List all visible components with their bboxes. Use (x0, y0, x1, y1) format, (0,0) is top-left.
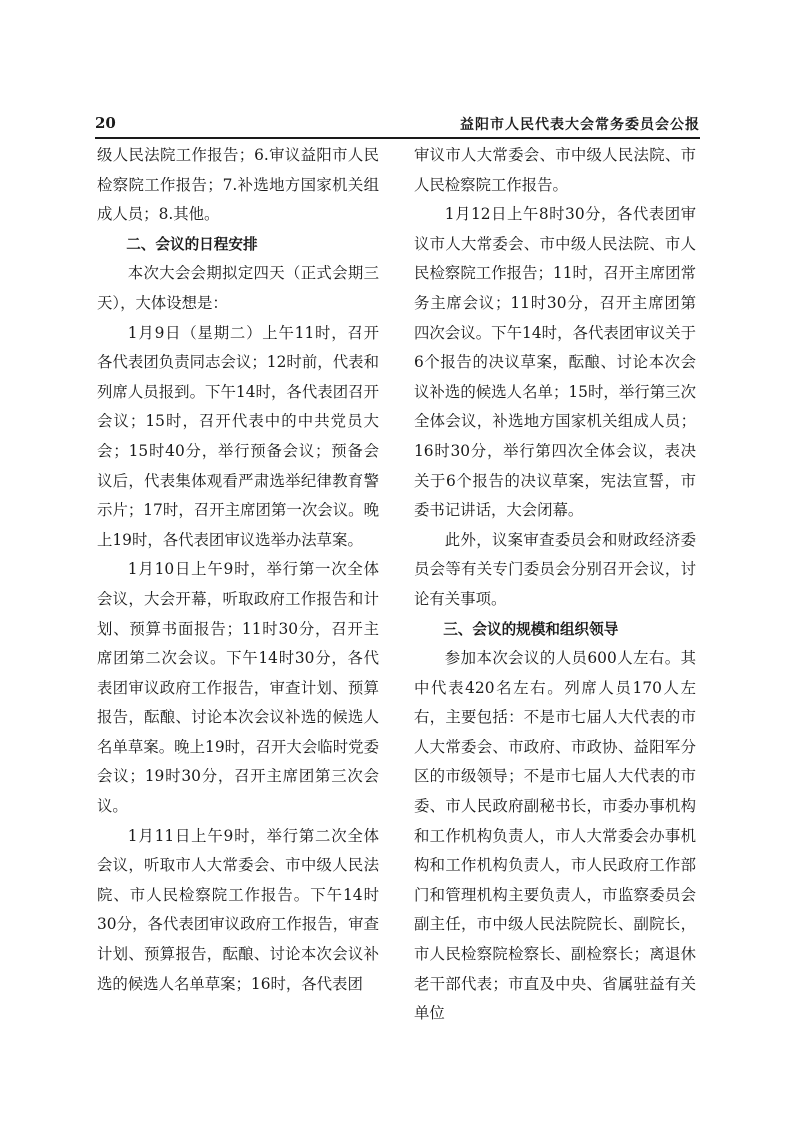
paragraph: 1月12日上午8时30分，各代表团审议市人大常委会、市中级人民法院、市人民检察院工作报告；11时，召开主席团常务主席会议；11时30分，召开主席团第四次会议。下午14时，各代表团审议关于6个报告的决议草案，酝酿、讨论本次会议补选的候选人名单；15时，举行第三次全体会议，补选地方国家机关组成人员；16时30分，举行第四次全体会议，表决关于6个报告的决议草案，宪法宣誓，市委书记讲话，大会闭幕。 (414, 205, 696, 520)
paragraph: 此外，议案审查委员会和财政经济委员会等有关专门委员会分别召开会议，讨论有关事项。 (414, 530, 696, 608)
page-header (95, 113, 700, 139)
section-heading-schedule: 二、会议的日程安排 (126, 235, 258, 253)
paragraph: 1月11日上午9时，举行第二次全体会议，听取市人大常委会、市中级人民法院、市人民检察院工作报告。下午14时30分，各代表团审议政府工作报告，审查计划、预算报告，酝酿、讨论本次会议补选的候选人名单草案；16时，各代表团 (97, 826, 379, 993)
section-heading-scale: 三、会议的规模和组织领导 (443, 620, 619, 638)
left-column (97, 141, 379, 999)
page-number: 20 (95, 114, 116, 132)
paragraph-continued: 级人民法院工作报告；6.审议益阳市人民检察院工作报告；7.补选地方国家机关组成人员；8.其他。 (97, 146, 379, 224)
paragraph: 1月9日（星期二）上午11时，召开各代表团负责同志会议；12时前，代表和列席人员报到。下午14时，各代表团召开会议；15时，召开代表中的中共党员大会；15时40分，举行预备会议；预备会议后，代表集体观看严肃选举纪律教育警示片；17时，召开主席团第一次会议。晚上19时，各代表团审议选举办法草案。 (97, 323, 379, 549)
paragraph: 本次大会会期拟定四天（正式会期三天），大体设想是： (97, 264, 379, 312)
paragraph: 1月10日上午9时，举行第一次全体会议，大会开幕，听取政府工作报告和计划、预算书面报告；11时30分，召开主席团第二次会议。下午14时30分，各代表团审议政府工作报告，审查计划、预算报告，酝酿、讨论本次会议补选的候选人名单草案。晚上19时，召开大会临时党委会议；19时30分，召开主席团第三次会议。 (97, 560, 379, 816)
paragraph-continued: 审议市人大常委会、市中级人民法院、市人民检察院工作报告。 (414, 146, 696, 194)
paragraph: 参加本次会议的人员600人左右。其中代表420名左右。列席人员170人左右，主要包括：不是市七届人大代表的市人大常委会、市政府、市政协、益阳军分区的市级领导；不是市七届人大代表的市委、市人民政府副秘书长，市委办事机构和工作机构负责人，市人大常委会办事机构和工作机构负责人，市人民政府工作部门和管理机构主要负责人，市监察委员会副主任，市中级人民法院院长、副院长，市人民检察院检察长、副检察长；离退休老干部代表；市直及中央、省属驻益有关单位 (414, 649, 696, 1023)
journal-title: 益阳市人民代表大会常务委员会公报 (460, 117, 700, 133)
right-column (414, 141, 696, 1029)
